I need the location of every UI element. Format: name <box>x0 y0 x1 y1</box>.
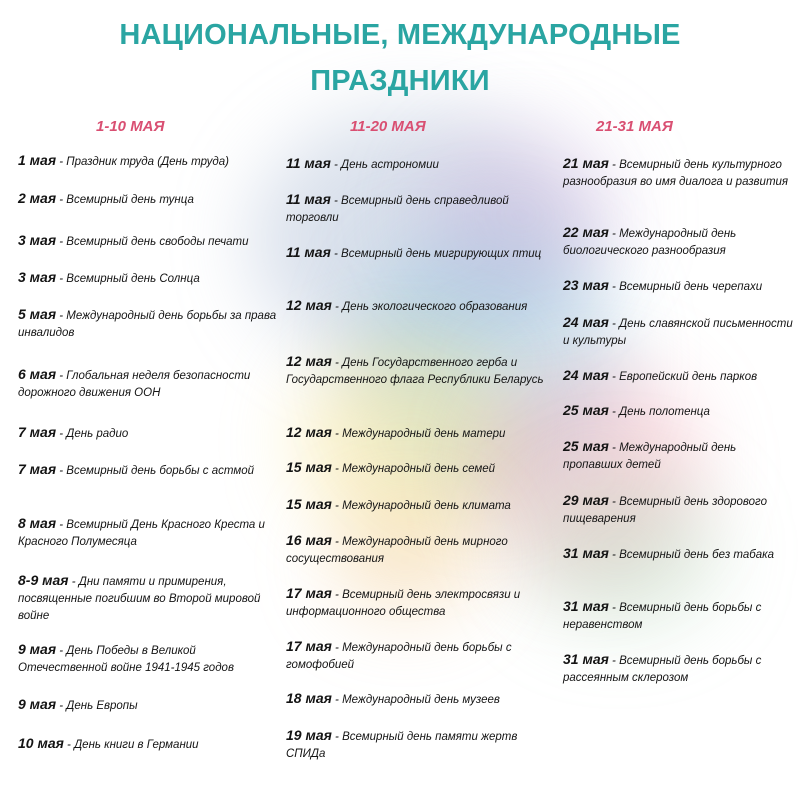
column-heading-1-10: 1-10 МАЯ <box>96 118 165 135</box>
holiday-entry <box>286 297 548 316</box>
holiday-date: 1 мая <box>18 152 57 168</box>
holiday-date: 17 мая <box>286 585 332 601</box>
holiday-date: 24 мая <box>563 314 609 330</box>
holiday-name: - Международный день матери <box>331 428 506 440</box>
holiday-date: 9 мая <box>18 696 57 712</box>
holiday-entry <box>563 651 793 687</box>
holiday-date: 11 мая <box>286 191 331 207</box>
holiday-date: 16 мая <box>286 532 332 548</box>
holiday-date: 7 мая <box>18 424 57 440</box>
holiday-entry <box>286 459 548 478</box>
holiday-name: - Всемирный день черепахи <box>608 281 763 293</box>
holiday-entry <box>18 424 280 443</box>
holiday-name: - День книги в Германии <box>63 739 199 751</box>
holiday-entry <box>18 232 280 251</box>
holiday-entry <box>286 155 548 174</box>
holiday-entry <box>286 690 548 709</box>
holiday-entry <box>286 424 548 443</box>
holiday-name: - День астрономии <box>330 159 439 171</box>
holiday-entry <box>563 155 793 191</box>
holiday-entry <box>563 492 793 528</box>
holiday-name: - Международный день борьбы за права инвалидов <box>18 310 277 339</box>
holiday-entry <box>18 152 280 171</box>
holiday-date: 3 мая <box>18 269 57 285</box>
holiday-name: - День Государственного герба и Государственного флага Республики Беларусь <box>286 357 544 386</box>
holiday-name: - Всемирный день борьбы с рассеянным склерозом <box>563 655 762 684</box>
holiday-name: - Всемирный день мигрирующих птиц <box>330 248 542 260</box>
holiday-name: - День Европы <box>56 700 138 712</box>
holiday-name: - День славянской письменности и культуры <box>563 318 793 347</box>
holiday-name: - Международный день биологического разнообразия <box>563 228 737 257</box>
holiday-name: - Праздник труда (День труда) <box>56 156 229 168</box>
holiday-entry <box>286 585 548 621</box>
holiday-name: - Всемирный день тунца <box>56 194 194 206</box>
holiday-entry <box>563 598 793 634</box>
holiday-date: 8 мая <box>18 515 57 531</box>
holiday-date: 3 мая <box>18 232 57 248</box>
holiday-name: - День Победы в Великой Отечественной войне 1941-1945 годов <box>18 645 234 674</box>
holiday-date: 31 мая <box>563 651 609 667</box>
holiday-date: 11 мая <box>286 244 331 260</box>
holiday-date: 10 мая <box>18 735 64 751</box>
holiday-entry <box>18 366 280 402</box>
holiday-name: - Международный день климата <box>331 500 511 512</box>
holiday-date: 25 мая <box>563 402 609 418</box>
column-heading-21-31: 21-31 МАЯ <box>596 118 673 135</box>
holiday-entry <box>286 638 548 674</box>
holiday-date: 8-9 мая <box>18 572 69 588</box>
holiday-entry <box>18 735 280 754</box>
holiday-date: 7 мая <box>18 461 57 477</box>
holiday-name: - Всемирный день электросвязи и информационного общества <box>286 589 521 618</box>
holiday-name: - Международный день семей <box>331 463 496 475</box>
holiday-name: - Всемирный день без табака <box>608 549 774 561</box>
holiday-entry <box>18 190 280 209</box>
page-title-line-2: ПРАЗДНИКИ <box>310 65 490 97</box>
holiday-name: - Международный день мирного сосуществования <box>286 536 508 565</box>
holiday-date: 12 мая <box>286 297 332 313</box>
holiday-entry <box>18 641 280 677</box>
holiday-name: - Всемирный день борьбы с астмой <box>56 465 254 477</box>
holiday-entry <box>563 438 793 474</box>
holiday-name: - Всемирный день свободы печати <box>56 236 249 248</box>
holiday-entry <box>286 727 548 763</box>
holiday-name: - Международный день пропавших детей <box>563 442 737 471</box>
holiday-date: 18 мая <box>286 690 332 706</box>
holiday-date: 11 мая <box>286 155 331 171</box>
page-title <box>0 12 800 104</box>
holiday-entry <box>286 496 548 515</box>
holiday-entry <box>563 545 793 564</box>
holiday-name: - Всемирный день борьбы с неравенством <box>563 602 762 631</box>
page-title-line-1: НАЦИОНАЛЬНЫЕ, МЕЖДУНАРОДНЫЕ <box>119 19 681 51</box>
holiday-entry <box>18 572 280 625</box>
holiday-name: - Международный день музеев <box>331 694 500 706</box>
holiday-date: 31 мая <box>563 598 609 614</box>
holiday-date: 12 мая <box>286 424 332 440</box>
holiday-name: - День полотенца <box>608 406 710 418</box>
holiday-name: - День радио <box>56 428 129 440</box>
holiday-date: 6 мая <box>18 366 57 382</box>
holiday-name: - Всемирный день Солнца <box>56 273 200 285</box>
holiday-entry <box>286 532 548 568</box>
holiday-date: 31 мая <box>563 545 609 561</box>
holiday-entry <box>286 244 548 263</box>
holiday-entry <box>563 402 793 421</box>
holiday-date: 9 мая <box>18 641 57 657</box>
holiday-entry <box>286 191 548 227</box>
holiday-entry <box>18 269 280 288</box>
holiday-entry <box>286 353 548 389</box>
holiday-entry <box>563 367 793 386</box>
holiday-entry <box>18 461 280 480</box>
column-heading-11-20: 11-20 МАЯ <box>350 118 426 135</box>
holiday-date: 21 мая <box>563 155 609 171</box>
holiday-date: 25 мая <box>563 438 609 454</box>
holiday-entry <box>563 277 793 296</box>
holiday-entry <box>18 696 280 715</box>
holiday-date: 17 мая <box>286 638 332 654</box>
holiday-name: - Всемирный день культурного разнообразия во имя диалога и развития <box>563 159 789 188</box>
holiday-date: 19 мая <box>286 727 332 743</box>
holiday-name: - Европейский день парков <box>608 371 758 383</box>
holiday-date: 12 мая <box>286 353 332 369</box>
holiday-date: 2 мая <box>18 190 57 206</box>
holiday-name: - Всемирный день здорового пищеварения <box>563 496 767 525</box>
holiday-name: - Всемирный день справедливой торговли <box>286 195 509 224</box>
holiday-date: 29 мая <box>563 492 609 508</box>
holiday-date: 15 мая <box>286 496 332 512</box>
holiday-date: 15 мая <box>286 459 332 475</box>
holiday-date: 23 мая <box>563 277 609 293</box>
holiday-name: - Всемирный День Красного Креста и Красного Полумесяца <box>18 519 265 548</box>
holiday-entry <box>563 314 793 350</box>
holiday-name: - Международный день борьбы с гомофобией <box>286 642 512 671</box>
holiday-entry <box>563 224 793 260</box>
holiday-name: - День экологического образования <box>331 301 528 313</box>
holiday-date: 24 мая <box>563 367 609 383</box>
holiday-name: - Всемирный день памяти жертв СПИДа <box>286 731 518 760</box>
holiday-name: - Дни памяти и примирения, посвященные погибшим во Второй мировой войне <box>18 576 261 622</box>
holiday-entry <box>18 306 280 342</box>
holiday-entry <box>18 515 280 551</box>
holiday-date: 5 мая <box>18 306 57 322</box>
holiday-name: - Глобальная неделя безопасности дорожного движения ООН <box>18 370 251 399</box>
holiday-date: 22 мая <box>563 224 609 240</box>
